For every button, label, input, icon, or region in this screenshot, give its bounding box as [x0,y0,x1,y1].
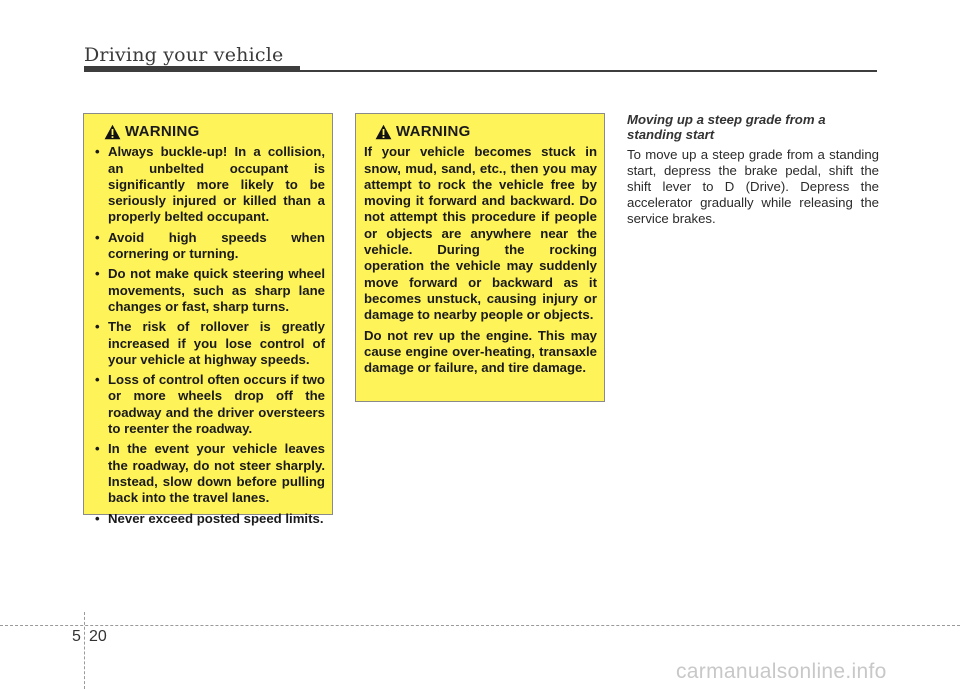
warning-header [375,124,597,140]
warning-item: • The risk of rollover is greatly increased if you lose control of your vehicle at highway speeds. [94,319,325,368]
warning-triangle-icon [104,124,121,140]
header-rule [300,70,877,72]
warning-paragraph: Do not rev up the engine. This may cause engine over-heating, transaxle damage or failure, and tire damage. [364,327,597,376]
page-number: 20 [89,628,107,645]
warning-item: • Always buckle-up! In a collision, an unbelted occupant is significantly more likely to be seriously injured or killed than a properly belted occupant. [94,144,325,225]
section-heading: Moving up a steep grade from a standing start [627,112,826,142]
warning-box-safety [83,113,333,526]
page-header-title: Driving your vehicle [84,44,284,66]
section-body: To move up a steep grade from a standing start, depress the brake pedal, shift the shift lever to D (Drive). Depress the accelerator gradually while releasing the service brakes. [627,147,879,226]
warning-list [94,144,325,527]
header-bar [84,66,300,72]
warning-item: • Avoid high speeds when cornering or turning. [94,230,325,263]
chapter-number: 5 [72,628,81,645]
warning-box-stuck-vehicle [355,113,605,402]
footer-divider [84,612,85,689]
warning-paragraph: If your vehicle becomes stuck in snow, mud, sand, etc., then you may attempt to rock the vehicle free by moving it forward and backward. Do not attempt this procedure if people or objects are anywhere near the vehicle. During the rocking operation the vehicle may suddenly move forward or backward as it becomes unstuck, causing injury or damage to nearby people or objects. [364,144,597,323]
warning-item: • In the event your vehicle leaves the roadway, do not steer sharply. Instead, slow down before pulling back into the travel lanes. [94,441,325,506]
warning-triangle-icon [375,124,392,140]
warning-item: • Do not make quick steering wheel movements, such as sharp lane changes or fast, sharp turns. [94,266,325,315]
footer-rule [0,625,960,626]
warning-title: WARNING [396,123,471,140]
warning-header [104,124,325,140]
warning-item: • Never exceed posted speed limits. [94,511,325,527]
warning-item: • Loss of control often occurs if two or more wheels drop off the roadway and the driver oversteers to reenter the roadway. [94,372,325,437]
watermark: carmanualsonline.info [676,660,887,683]
warning-title: WARNING [125,123,200,140]
